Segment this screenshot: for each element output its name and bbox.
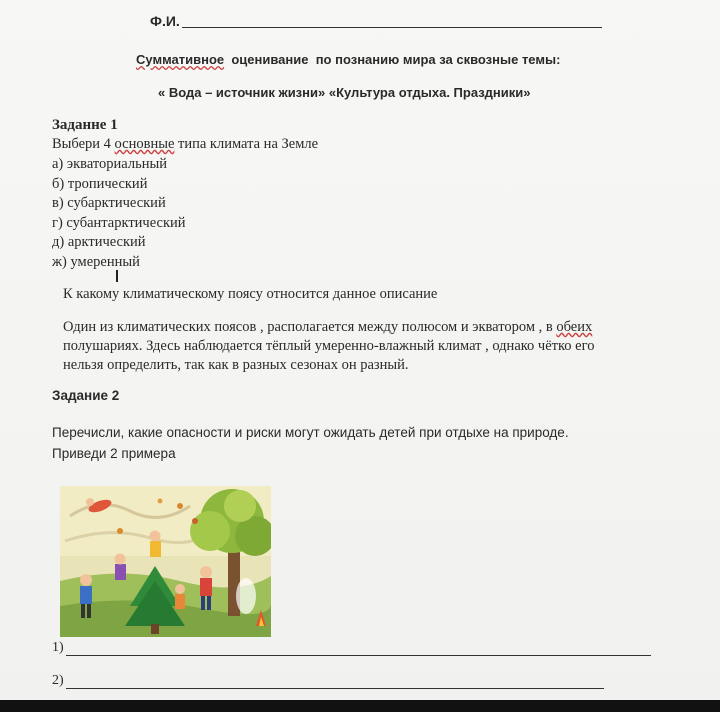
task2-text-line-2: Приведи 2 примера — [52, 446, 176, 461]
climate-question: К какому климатическому поясу относится данное описание — [63, 286, 438, 302]
description-underlined-word: обеих — [556, 319, 593, 335]
task1-title: Заданне 1 — [52, 117, 118, 133]
answer-1-line[interactable] — [66, 655, 651, 656]
task1-question — [52, 136, 318, 153]
answer-2-line[interactable] — [66, 688, 604, 689]
description-line-1-text: Один из климатических поясов , располагается между полюсом и экватором , в — [63, 319, 557, 335]
task1-question-post: типа климата на Земле — [174, 136, 319, 152]
answer-1-label: 1) — [52, 640, 64, 655]
option-g: г) субантарктический — [52, 215, 186, 231]
task2-title: Задание 2 — [52, 388, 120, 403]
children-outdoors-illustration — [60, 486, 271, 637]
description-line-1 — [63, 319, 592, 336]
children-outdoors-windy-illustration-icon — [60, 486, 271, 637]
name-field — [150, 13, 602, 29]
title-line-1-rest: оценивание по познанию мира за сквозные темы: — [224, 52, 561, 67]
option-d: д) арктический — [52, 234, 146, 250]
text-cursor — [116, 270, 118, 282]
option-b: б) тропический — [52, 176, 148, 192]
answer-2-label: 2) — [52, 673, 64, 688]
bottom-bar — [0, 700, 720, 712]
task1-question-underlined: основные — [114, 136, 175, 152]
title-line-1 — [136, 52, 560, 67]
fio-label: Ф.И. — [150, 13, 180, 29]
fio-underline — [182, 27, 602, 28]
title-line-2: « Вода – источник жизни» «Культура отдыха. Праздники» — [158, 85, 531, 100]
task2-text-line-1: Перечисли, какие опасности и риски могут ожидать детей при отдыхе на природе. — [52, 425, 569, 440]
option-zh: ж) умеренный — [52, 254, 140, 270]
option-v: в) субарктический — [52, 195, 166, 211]
task1-question-pre: Выбери 4 — [52, 136, 115, 152]
option-a: а) экваториальный — [52, 156, 167, 172]
description-line-3: нельзя определить, так как в разных сезонах он разный. — [63, 357, 409, 373]
title-spelled-word: Суммативное — [136, 52, 225, 67]
description-line-2: полушариях. Здесь наблюдается тёплый умеренно-влажный климат , однако чётко его — [63, 338, 595, 354]
